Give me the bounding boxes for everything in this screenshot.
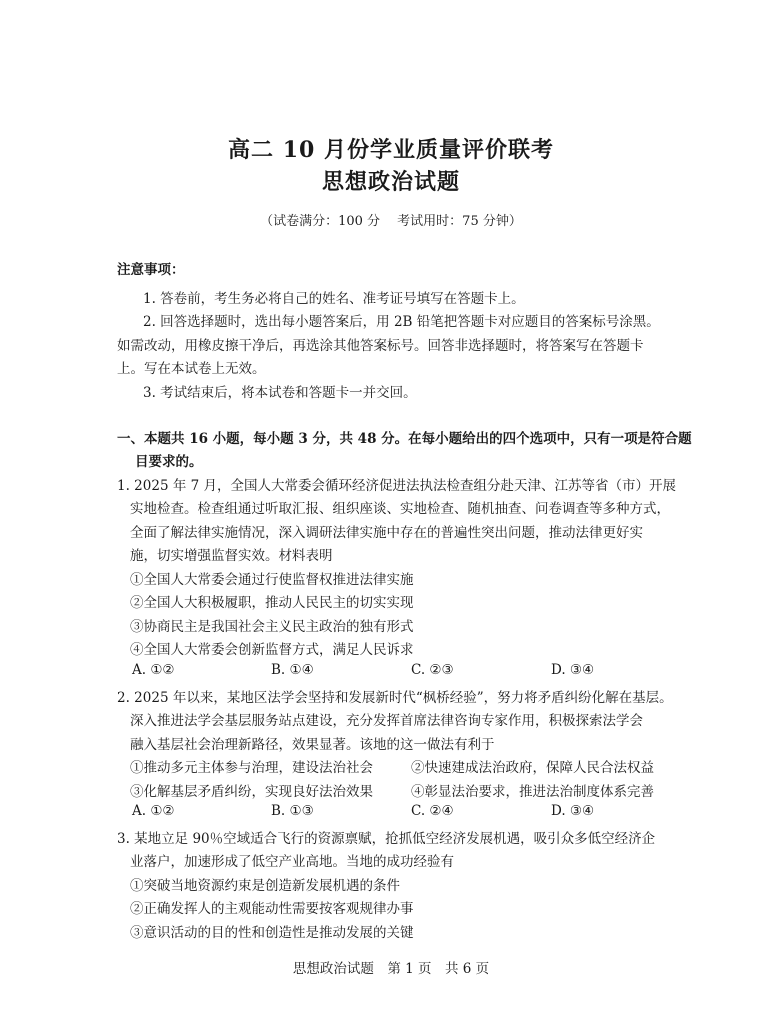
notice-item-1: 1. 答卷前，考生务必将自己的姓名、准考证号填写在答题卡上。 [143, 291, 525, 307]
notice-item-2-line-1: 2. 回答选择题时，选出每小题答案后，用 2B 铅笔把答题卡对应题目的答案标号涂黑。 [143, 314, 660, 330]
q1-stem-line-4: 施，切实增强监督实效。材料表明 [130, 548, 333, 564]
q1-statement-4: ④全国人大常委会创新监督方式，满足人民诉求 [130, 642, 414, 658]
q1-statement-2: ②全国人大积极履职，推动人民民主的切实实现 [130, 595, 414, 611]
q2-stem-line-2: 深入推进法学会基层服务站点建设，充分发挥首席法律咨询专家作用，积极探索法学会 [130, 713, 643, 729]
section-1-heading-line-2: 目要求的。 [135, 454, 203, 470]
notice-item-2-line-2: 如需改动，用橡皮擦干净后，再选涂其他答案标号。回答非选择题时，将答案写在答题卡 [117, 338, 644, 354]
q2-option-d: D. ③④ [551, 803, 595, 819]
q2-option-c: C. ②④ [411, 803, 454, 819]
q1-option-a: A. ①② [132, 662, 175, 678]
q1-statement-3: ③协商民主是我国社会主义民主政治的独有形式 [130, 619, 414, 635]
q2-stem-line-3: 融入基层社会治理新路径，效果显著。该地的这一做法有利于 [130, 737, 495, 753]
q1-option-d: D. ③④ [551, 662, 595, 678]
q2-option-b: B. ①③ [271, 803, 314, 819]
q1-option-b: B. ①④ [271, 662, 314, 678]
q3-statement-1: ①突破当地资源约束是创造新发展机遇的条件 [130, 878, 400, 894]
q2-stem-line-1: 2. 2025 年以来，某地区法学会坚持和发展新时代“枫桥经验”，努力将矛盾纠纷化解在基层。 [117, 690, 673, 706]
q2-statement-1: ①推动多元主体参与治理，建设法治社会 [130, 760, 373, 776]
q2-statement-2: ②快速建成法治政府，保障人民合法权益 [411, 760, 654, 776]
q3-statement-2: ②正确发挥人的主观能动性需要按客观规律办事 [130, 901, 414, 917]
q1-statement-1: ①全国人大常委会通过行使监督权推进法律实施 [130, 572, 414, 588]
section-1-heading-line-1: 一、本题共 16 小题，每小题 3 分，共 48 分。在每小题给出的四个选项中，只有一项是符合题 [117, 431, 692, 447]
notice-heading: 注意事项： [117, 262, 185, 278]
q3-stem-line-2: 业落户，加速形成了低空产业高地。当地的成功经验有 [130, 854, 454, 870]
q1-stem-line-3: 全面了解法律实施情况，深入调研法律实施中存在的普遍性突出问题，推动法律更好实 [130, 525, 643, 541]
q2-statement-3: ③化解基层矛盾纠纷，实现良好法治效果 [130, 784, 373, 800]
q2-option-a: A. ①② [132, 803, 175, 819]
notice-item-2-line-3: 上。写在本试卷上无效。 [117, 361, 266, 377]
q1-option-c: C. ②③ [411, 662, 454, 678]
q1-stem-line-2: 实地检查。检查组通过听取汇报、组织座谈、实地检查、随机抽查、问卷调查等多种方式， [130, 501, 670, 517]
q2-statement-4: ④彰显法治要求，推进法治制度体系完善 [411, 784, 654, 800]
subject-title: 思想政治试题 [321, 169, 460, 195]
notice-item-3: 3. 考试结束后，将本试卷和答题卡一并交回。 [143, 385, 417, 401]
exam-title: 高二 10 月份学业质量评价联考 [228, 137, 554, 163]
page-footer: 思想政治试题 第 1 页 共 6 页 [292, 961, 490, 977]
q3-statement-3: ③意识活动的目的性和创造性是推动发展的关键 [130, 925, 414, 941]
q3-stem-line-1: 3. 某地立足 90％空域适合飞行的资源禀赋，抢抓低空经济发展机遇，吸引众多低空经济企 [117, 831, 656, 847]
exam-info: （试卷满分：100 分 考试用时：75 分钟） [260, 214, 522, 229]
q1-stem-line-1: 1. 2025 年 7 月，全国人大常委会循环经济促进法执法检查组分赴天津、江苏等省（市）开展 [117, 478, 676, 494]
